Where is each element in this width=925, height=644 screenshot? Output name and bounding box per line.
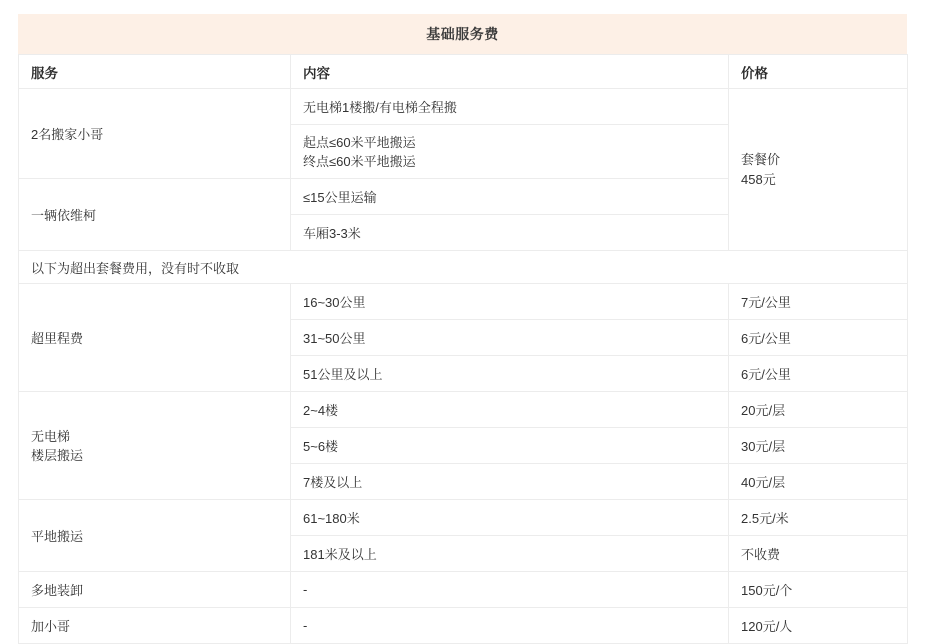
flat-price-1: 2.5元/米: [729, 500, 908, 536]
service-stairs-label-line1: 无电梯: [31, 428, 71, 444]
table-header-row: [19, 55, 908, 89]
flat-content-1: 61~180米: [291, 500, 729, 536]
package-price-value: 458元: [741, 171, 776, 187]
extra-fee-note-row: [19, 251, 908, 284]
package-price-label: 套餐价: [741, 151, 781, 167]
flat-price-2: 不收费: [729, 536, 908, 572]
table-row: [19, 89, 908, 125]
service-stairs-label: [19, 392, 291, 500]
column-header-content: 内容: [291, 55, 729, 89]
service-movers-label: 2名搬家小哥: [19, 89, 291, 179]
mileage-price-1: 7元/公里: [729, 284, 908, 320]
table-row: [19, 608, 908, 644]
stairs-content-2: 5~6楼: [291, 428, 729, 464]
mileage-content-2: 31~50公里: [291, 320, 729, 356]
vehicle-content-2: 车厢3-3米: [291, 215, 729, 251]
service-flat-label-line1: 平地搬运: [31, 529, 84, 544]
table-row: [19, 572, 908, 608]
movers-content-2-line1: 起点≤60米平地搬运: [303, 134, 416, 150]
package-price: [729, 89, 908, 251]
service-extra-worker-label-line1: 加小哥: [31, 619, 71, 634]
service-multisite-label: [19, 572, 291, 608]
table-row: [19, 392, 908, 428]
mileage-price-2: 6元/公里: [729, 320, 908, 356]
extra-fee-note: 以下为超出套餐费用，没有时不收取: [19, 251, 908, 284]
multisite-price: 150元/个: [729, 572, 908, 608]
service-stairs-label-line2: 楼层搬运: [31, 447, 84, 463]
service-flat-label: [19, 500, 291, 572]
mileage-content-3: 51公里及以上: [291, 356, 729, 392]
page-title: 基础服务费: [18, 14, 907, 54]
movers-content-1: 无电梯1楼搬/有电梯全程搬: [291, 89, 729, 125]
stairs-content-1: 2~4楼: [291, 392, 729, 428]
service-multisite-label-line1: 多地装卸: [31, 583, 84, 598]
column-header-price: 价格: [729, 55, 908, 89]
mileage-content-1: 16~30公里: [291, 284, 729, 320]
stairs-content-3: 7楼及以上: [291, 464, 729, 500]
movers-content-2-line2: 终点≤60米平地搬运: [303, 153, 416, 169]
service-mileage-label-line1: 超里程费: [31, 331, 84, 346]
stairs-price-1: 20元/层: [729, 392, 908, 428]
multisite-content: -: [291, 572, 729, 608]
movers-content-2: [291, 125, 729, 179]
mileage-price-3: 6元/公里: [729, 356, 908, 392]
column-header-service: 服务: [19, 55, 291, 89]
service-vehicle-label: 一辆依维柯: [19, 179, 291, 251]
table-row: [19, 500, 908, 536]
table-row: [19, 284, 908, 320]
extra-worker-price: 120元/人: [729, 608, 908, 644]
vehicle-content-1: ≤15公里运输: [291, 179, 729, 215]
stairs-price-2: 30元/层: [729, 428, 908, 464]
stairs-price-3: 40元/层: [729, 464, 908, 500]
service-extra-worker-label: [19, 608, 291, 644]
service-mileage-label: [19, 284, 291, 392]
extra-worker-content: -: [291, 608, 729, 644]
pricing-table: [18, 54, 908, 644]
flat-content-2: 181米及以上: [291, 536, 729, 572]
